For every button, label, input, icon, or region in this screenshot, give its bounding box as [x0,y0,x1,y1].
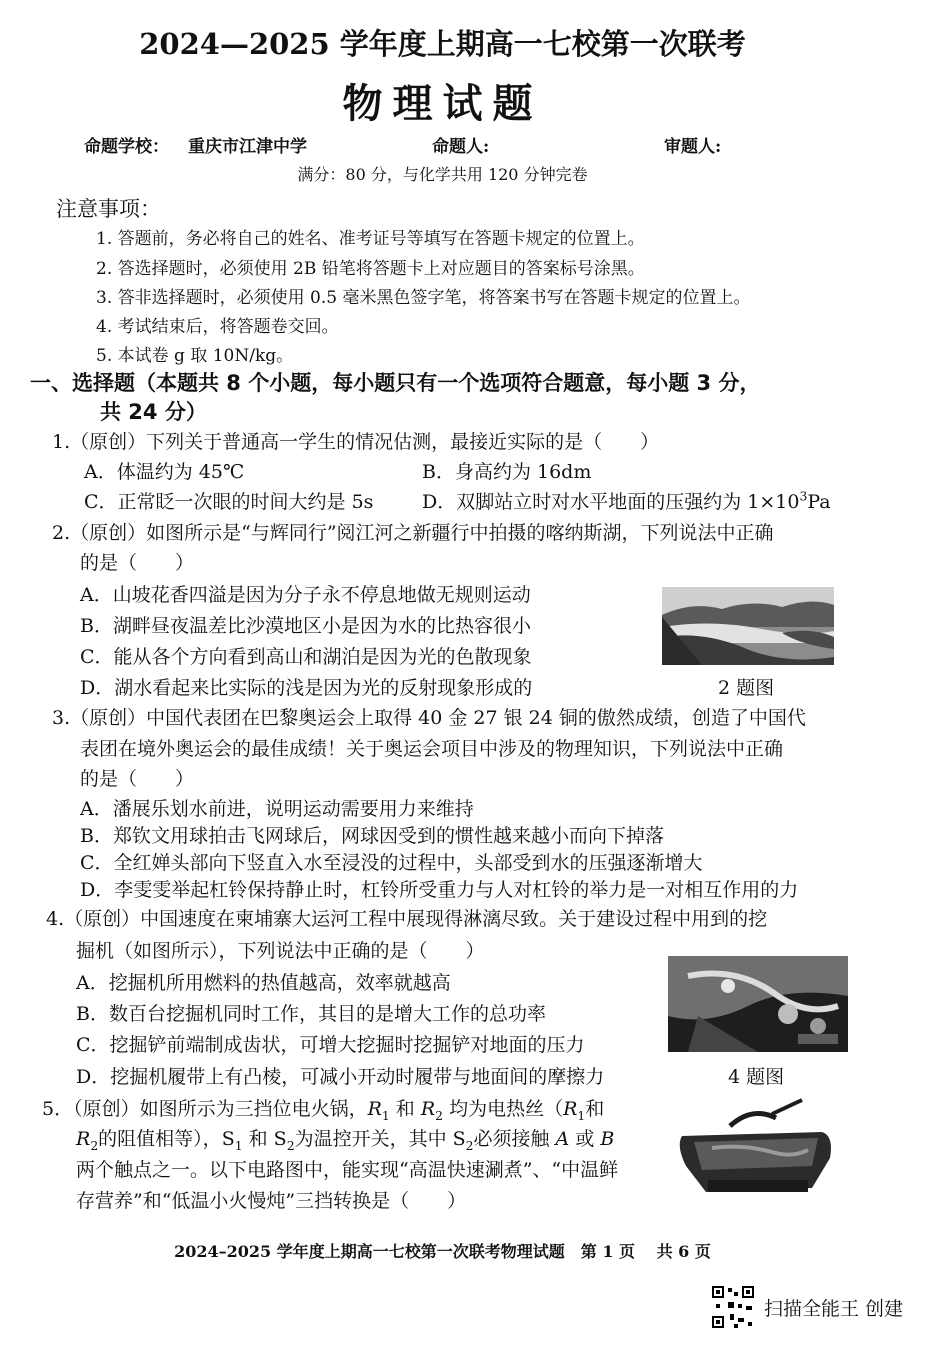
q1-option-a: A．体温约为 45℃ [84,461,245,483]
question-1-stem: 1.（原创）下列关于普通高一学生的情况估测，最接近实际的是（ ） [52,431,660,453]
q1-option-b: B．身高约为 16dm [422,461,592,483]
q4-figure-caption: 4 题图 [728,1066,785,1088]
excavator-photo [668,956,848,1052]
notice-heading: 注意事项： [56,197,161,221]
q2-option-d: D．湖水看起来比实际的浅是因为光的反射现象形成的 [80,677,533,699]
exam-title: 2024—2025 学年度上期高一七校第一次联考 [139,27,746,61]
reviewer-label: 审题人: [664,137,722,157]
q2-option-c: C．能从各个方向看到高山和湖泊是因为光的色散现象 [80,646,532,668]
page-footer: 2024–2025 学年度上期高一七校第一次联考物理试题 第 1 页 共 6 页 [174,1242,711,1261]
school-label: 命题学校： [84,137,169,157]
q3-option-d: D．李雯雯举起杠铃保持静止时，杠铃所受重力与人对杠铃的举力是一对相互作用的力 [80,879,799,901]
question-5-stem: 5．（原创）如图所示为三挡位电火锅，$R_1$ 和 $R_2$ 均为电热丝（$R_1$和 [42,1098,605,1123]
setter-label: 命题人: [432,137,490,157]
q4-option-d: D．挖掘机履带上有凸棱，可减小开动时履带与地面间的摩擦力 [76,1066,605,1088]
q4-option-c: C．挖掘铲前端制成齿状，可增大挖掘时挖掘铲对地面的压力 [76,1034,585,1056]
question-3-stem-cont: 表团在境外奥运会的最佳成绩！关于奥运会项目中涉及的物理知识，下列说法中正确 [80,738,784,760]
question-4-stem-cont: 掘机（如图所示），下列说法中正确的是（ ） [76,940,485,962]
question-5-stem-cont: 两个触点之一。以下电路图中，能实现“高温快速涮煮”、“中温鲜 [76,1159,619,1181]
section-heading: 一、选择题（本题共 8 个小题，每小题只有一个选项符合题意，每小题 3 分， [30,371,761,395]
subject-title: 物理试题 [342,80,543,127]
score-line: 满分：80 分，与化学共用 120 分钟完卷 [297,165,588,184]
question-2-stem-cont: 的是（ ） [80,552,195,574]
q3-option-b: B．郑钦文用球拍击飞网球后，网球因受到的惯性越来越小而向下掉落 [80,825,664,847]
notice-item: 5. 本试卷 g 取 10N/kg。 [96,346,294,366]
question-2-stem: 2.（原创）如图所示是“与辉同行”阅江河之新疆行中拍摄的喀纳斯湖，下列说法中正确 [52,522,774,544]
section-heading-cont: 共 24 分） [100,400,207,424]
question-5-stem-cont: 存营养”和“低温小火慢炖”三挡转换是（ ） [76,1190,467,1212]
q1-option-d: D．双脚站立时对水平地面的压强约为 $1\times 10^3Pa$ [422,489,831,513]
question-4-stem: 4.（原创）中国速度在柬埔寨大运河工程中展现得淋漓尽致。关于建设过程中用到的挖 [46,908,768,930]
hotpot-photo [672,1096,840,1202]
school-name: 重庆市江津中学 [188,137,307,157]
qr-code-icon [710,1284,756,1330]
q2-option-a: A．山坡花香四溢是因为分子永不停息地做无规则运动 [80,584,531,606]
notice-item: 4. 考试结束后，将答题卷交回。 [96,317,339,337]
notice-item: 3. 答非选择题时，必须使用 0.5 毫米黑色签字笔，将答案书写在答题卡规定的位置上。 [96,288,751,308]
question-5-stem-cont: $R_2$的阻值相等），$S_1$ 和 $S_2$为温控开关，其中 $S_2$必须接触 A 或 B [76,1128,615,1153]
q3-option-a: A．潘展乐划水前进，说明运动需要用力来维持 [80,798,474,820]
q3-option-c: C．全红婵头部向下竖直入水至浸没的过程中，头部受到水的压强逐渐增大 [80,852,703,874]
q4-option-a: A．挖掘机所用燃料的热值越高，效率就越高 [76,972,451,994]
q4-option-b: B．数百台挖掘机同时工作，其目的是增大工作的总功率 [76,1003,546,1025]
question-3-stem: 3.（原创）中国代表团在巴黎奥运会上取得 40 金 27 银 24 铜的傲然成绩，创造了中国代 [52,707,806,729]
q2-option-b: B．湖畔昼夜温差比沙漠地区小是因为水的比热容很小 [80,615,531,637]
notice-item: 1. 答题前，务必将自己的姓名、准考证号等填写在答题卡规定的位置上。 [96,229,645,249]
q2-figure-caption: 2 题图 [718,677,775,699]
notice-item: 2. 答选择题时，必须使用 2B 铅笔将答题卡上对应题目的答案标号涂黑。 [96,259,645,279]
scanner-watermark: 扫描全能王 创建 [764,1298,904,1320]
question-3-stem-cont: 的是（ ） [80,768,195,790]
lake-photo [662,587,834,665]
q1-option-c: C．正常眨一次眼的时间大约是 5s [84,491,374,513]
